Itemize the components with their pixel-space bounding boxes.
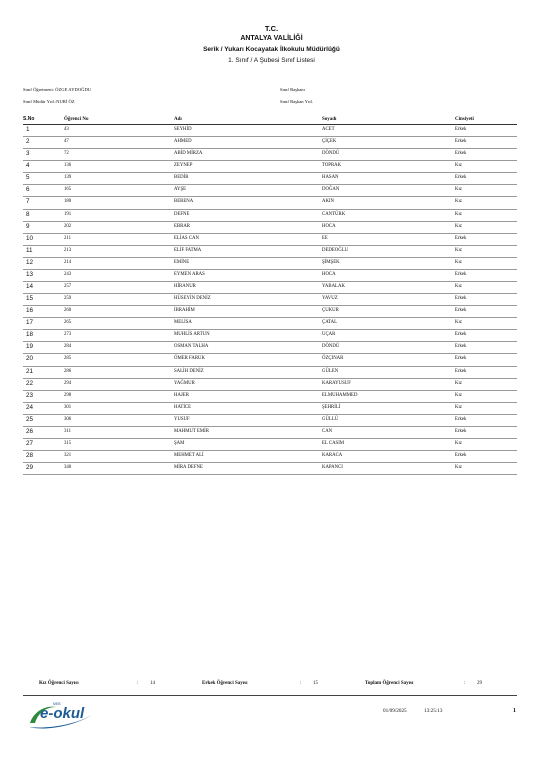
cell-sno: 19 <box>26 343 34 351</box>
cell-name: HİRANUR <box>174 284 196 290</box>
cell-name: EYMEN ARAS <box>174 271 205 277</box>
cell-gender: Kız <box>455 404 462 410</box>
table-row <box>23 197 517 209</box>
table-row <box>23 306 517 318</box>
cell-name: ZEYNEP <box>174 163 193 169</box>
print-date: 01/09/2025 <box>383 708 407 714</box>
cell-gender: Kız <box>455 259 462 265</box>
cell-surname: KARACA <box>322 453 343 459</box>
cell-sno: 10 <box>26 234 34 242</box>
cell-sno: 15 <box>26 295 34 303</box>
table-row <box>23 185 517 197</box>
table-row <box>23 354 517 366</box>
table-row <box>23 330 517 342</box>
cell-student-no: 213 <box>64 247 72 253</box>
table-body <box>23 125 517 475</box>
cell-surname: KAPANCI <box>322 465 343 471</box>
total-count-label: Toplam Öğrenci Sayısı <box>365 681 414 686</box>
cell-surname: YAVUZ <box>322 296 338 302</box>
cell-gender: Erkek <box>455 428 467 434</box>
cell-surname: AKIN <box>322 199 334 205</box>
cell-name: YUSUF <box>174 416 190 422</box>
table-row <box>23 294 517 306</box>
cell-student-no: 202 <box>64 223 72 229</box>
cell-name: İBRAHİM <box>174 308 195 314</box>
cell-student-no: 243 <box>64 271 72 277</box>
col-header-name: Adı <box>174 117 182 122</box>
table-row <box>23 427 517 439</box>
table-row <box>23 282 517 294</box>
cell-student-no: 315 <box>64 441 72 447</box>
student-table <box>23 115 517 475</box>
cell-surname: ŞEHRİLİ <box>322 404 341 410</box>
table-row <box>23 451 517 463</box>
cell-gender: Erkek <box>455 127 467 132</box>
cell-gender: Kız <box>455 380 462 386</box>
cell-sno: 22 <box>26 379 34 387</box>
cell-gender: Kız <box>455 199 462 205</box>
cell-surname: EE <box>322 235 328 241</box>
cell-surname: ÇATAL <box>322 320 338 326</box>
cell-name: ÖMER FARUK <box>174 356 205 362</box>
cell-gender: Erkek <box>455 368 467 374</box>
cell-sno: 5 <box>26 174 30 182</box>
footer-divider <box>23 695 517 696</box>
cell-name: BEDİR <box>174 175 189 181</box>
cell-surname: ÇİÇEK <box>322 139 337 145</box>
cell-gender: Kız <box>455 320 462 326</box>
cell-student-no: 211 <box>64 235 72 241</box>
cell-name: BERENA <box>174 199 194 205</box>
total-count-value: 29 <box>477 681 482 686</box>
cell-gender: Kız <box>455 465 462 471</box>
cell-name: MİRA DEFNE <box>174 465 203 471</box>
total-count-sep: : <box>464 681 466 686</box>
cell-name: AHMED <box>174 139 192 145</box>
cell-student-no: 284 <box>64 344 72 350</box>
cell-sno: 25 <box>26 415 34 423</box>
cell-gender: Erkek <box>455 151 467 157</box>
cell-name: HÜSEYİN DENİZ <box>174 296 211 302</box>
cell-gender: Kız <box>455 284 462 290</box>
class-vice-president: Sınıf Başkan Yrd. <box>280 99 313 104</box>
cell-sno: 12 <box>26 258 34 266</box>
cell-sno: 27 <box>26 440 34 448</box>
cell-name: MUHLİS ARTUN <box>174 332 210 338</box>
cell-surname: GÜLLÜ <box>322 416 339 422</box>
cell-sno: 2 <box>26 138 30 146</box>
cell-gender: Erkek <box>455 296 467 302</box>
table-row <box>23 391 517 403</box>
cell-sno: 28 <box>26 452 34 460</box>
cell-student-no: 273 <box>64 332 72 338</box>
table-row <box>23 149 517 161</box>
cell-surname: HOCA <box>322 271 336 277</box>
eokul-text: e-okul <box>40 705 85 722</box>
header-list-title: 1. Sınıf / A Şubesi Sınıf Listesi <box>228 57 315 64</box>
cell-name: ELİAS CAN <box>174 235 199 241</box>
cell-surname: ACET <box>322 127 335 132</box>
cell-name: HATİCE <box>174 404 192 410</box>
cell-surname: YABALAK <box>322 284 345 290</box>
cell-sno: 17 <box>26 319 34 327</box>
cell-surname: ÇUKUR <box>322 308 339 314</box>
cell-student-no: 136 <box>64 163 72 169</box>
table-row <box>23 210 517 222</box>
cell-student-no: 43 <box>64 127 69 132</box>
class-teacher: Sınıf Öğretmeni: ÖZGE AYDOĞDU <box>23 87 92 92</box>
cell-surname: DÖNDÜ <box>322 344 340 350</box>
cell-gender: Kız <box>455 392 462 398</box>
cell-name: ŞAM <box>174 441 185 447</box>
table-row <box>23 246 517 258</box>
table-row <box>23 161 517 173</box>
cell-name: DEFNE <box>174 211 190 217</box>
table-row <box>23 234 517 246</box>
cell-gender: Erkek <box>455 271 467 277</box>
cell-sno: 7 <box>26 198 30 206</box>
cell-gender: Erkek <box>455 175 467 181</box>
meb-label: MEB <box>53 702 61 706</box>
cell-student-no: 321 <box>64 453 72 459</box>
boys-count-sep: : <box>300 681 302 686</box>
cell-sno: 20 <box>26 355 34 363</box>
table-row <box>23 137 517 149</box>
cell-student-no: 165 <box>64 187 72 193</box>
cell-student-no: 214 <box>64 259 72 265</box>
table-row <box>23 258 517 270</box>
cell-student-no: 340 <box>64 465 72 471</box>
cell-surname: DEDEOĞLU <box>322 247 349 253</box>
cell-student-no: 298 <box>64 392 72 398</box>
cell-gender: Erkek <box>455 235 467 241</box>
cell-surname: HOCA <box>322 223 336 229</box>
col-header-surname: Soyadı <box>322 117 337 122</box>
cell-name: HAJER <box>174 392 189 398</box>
class-president: Sınıf Başkanı <box>280 87 305 92</box>
cell-student-no: 286 <box>64 368 72 374</box>
cell-student-no: 260 <box>64 308 72 314</box>
header-school: Serik / Yukarı Kocayatak İlkokulu Müdürlüğü <box>203 46 340 53</box>
cell-gender: Erkek <box>455 416 467 422</box>
table-row <box>23 403 517 415</box>
col-header-sno: S.No <box>23 116 35 122</box>
cell-gender: Erkek <box>455 344 467 350</box>
cell-surname: UÇAR <box>322 332 336 338</box>
table-row <box>23 463 517 475</box>
cell-student-no: 259 <box>64 296 72 302</box>
col-header-student-no: Öğrenci No <box>64 117 89 122</box>
cell-surname: ŞİMŞEK <box>322 259 340 265</box>
cell-sno: 21 <box>26 367 34 375</box>
cell-name: SEYHİD <box>174 127 192 132</box>
cell-sno: 8 <box>26 210 30 218</box>
cell-surname: CAN <box>322 428 333 434</box>
header-tc: T.C. <box>264 24 279 33</box>
cell-gender: Erkek <box>455 308 467 314</box>
cell-student-no: 301 <box>64 404 72 410</box>
cell-sno: 29 <box>26 464 34 472</box>
table-header <box>23 115 517 125</box>
cell-surname: CANTÜRK <box>322 211 346 217</box>
cell-name: OSMAN TALHA <box>174 344 209 350</box>
cell-surname: EL CASIM <box>322 441 345 447</box>
cell-name: MAHMUT EMİR <box>174 428 209 434</box>
cell-gender: Kız <box>455 163 462 169</box>
cell-gender: Kız <box>455 223 462 229</box>
table-row <box>23 222 517 234</box>
cell-student-no: 294 <box>64 380 72 386</box>
cell-surname: DOĞAN <box>322 187 340 193</box>
cell-student-no: 72 <box>64 151 69 157</box>
cell-sno: 16 <box>26 307 34 315</box>
table-row <box>23 173 517 185</box>
cell-name: MELİSA <box>174 320 192 326</box>
cell-surname: TOPRAK <box>322 163 342 169</box>
cell-surname: ELMUHAMMED <box>322 392 358 398</box>
table-row <box>23 318 517 330</box>
cell-sno: 26 <box>26 427 34 435</box>
cell-student-no: 257 <box>64 284 72 290</box>
cell-sno: 9 <box>26 222 30 230</box>
cell-name: ABİD MİRZA <box>174 151 203 157</box>
boys-count-value: 15 <box>313 681 318 686</box>
cell-name: EBRAR <box>174 223 190 229</box>
cell-surname: DÖNDÜ <box>322 151 340 157</box>
cell-name: MEHMET ALİ <box>174 453 204 459</box>
cell-sno: 18 <box>26 331 34 339</box>
eokul-logo <box>26 701 98 731</box>
cell-surname: HASAN <box>322 175 339 181</box>
cell-name: YAĞMUR <box>174 380 195 386</box>
cell-gender: Kız <box>455 441 462 447</box>
table-row <box>23 342 517 354</box>
cell-student-no: 47 <box>64 139 69 145</box>
cell-student-no: 265 <box>64 320 72 326</box>
cell-name: EMİNE <box>174 259 190 265</box>
print-time: 13:25:13 <box>424 708 443 714</box>
table-row <box>23 379 517 391</box>
cell-student-no: 180 <box>64 199 72 205</box>
cell-surname: ÖZÇINAR <box>322 356 344 362</box>
cell-surname: GÜLEN <box>322 368 339 374</box>
cell-student-no: 191 <box>64 211 72 217</box>
table-row <box>23 367 517 379</box>
col-header-gender: Cinsiyeti <box>455 117 474 122</box>
cell-student-no: 139 <box>64 175 72 181</box>
cell-gender: Kız <box>455 247 462 253</box>
girls-count-label: Kız Öğrenci Sayısı <box>39 681 79 686</box>
girls-count-sep: : <box>137 681 139 686</box>
cell-sno: 3 <box>26 150 30 158</box>
cell-sno: 23 <box>26 391 34 399</box>
cell-gender: Kız <box>455 187 462 193</box>
cell-student-no: 311 <box>64 428 72 434</box>
cell-gender: Erkek <box>455 453 467 459</box>
cell-sno: 1 <box>26 126 30 133</box>
cell-name: SALİH DENİZ <box>174 368 204 374</box>
cell-student-no: 285 <box>64 356 72 362</box>
cell-gender: Erkek <box>455 332 467 338</box>
cell-surname: KARAYUSUF <box>322 380 351 386</box>
boys-count-label: Erkek Öğrenci Sayısı <box>202 681 248 686</box>
header-governorship: ANTALYA VALİLİĞİ <box>240 35 303 42</box>
cell-sno: 6 <box>26 186 30 194</box>
cell-sno: 14 <box>26 283 34 291</box>
table-row <box>23 415 517 427</box>
cell-sno: 13 <box>26 270 34 278</box>
vice-principal: Sınıf Müdür Yrd.:NURİ ÖZ <box>23 99 75 104</box>
table-row <box>23 439 517 451</box>
girls-count-value: 14 <box>150 681 155 686</box>
page-number: 1 <box>513 708 516 714</box>
cell-gender: Erkek <box>455 139 467 145</box>
cell-sno: 4 <box>26 162 30 170</box>
cell-student-no: 306 <box>64 416 72 422</box>
cell-sno: 24 <box>26 403 34 411</box>
cell-gender: Kız <box>455 211 462 217</box>
table-row <box>23 270 517 282</box>
cell-sno: 11 <box>26 246 33 254</box>
cell-name: ELİF FATMA <box>174 247 202 253</box>
cell-gender: Erkek <box>455 356 467 362</box>
table-row <box>23 125 517 137</box>
cell-name: AYŞE <box>174 187 187 193</box>
